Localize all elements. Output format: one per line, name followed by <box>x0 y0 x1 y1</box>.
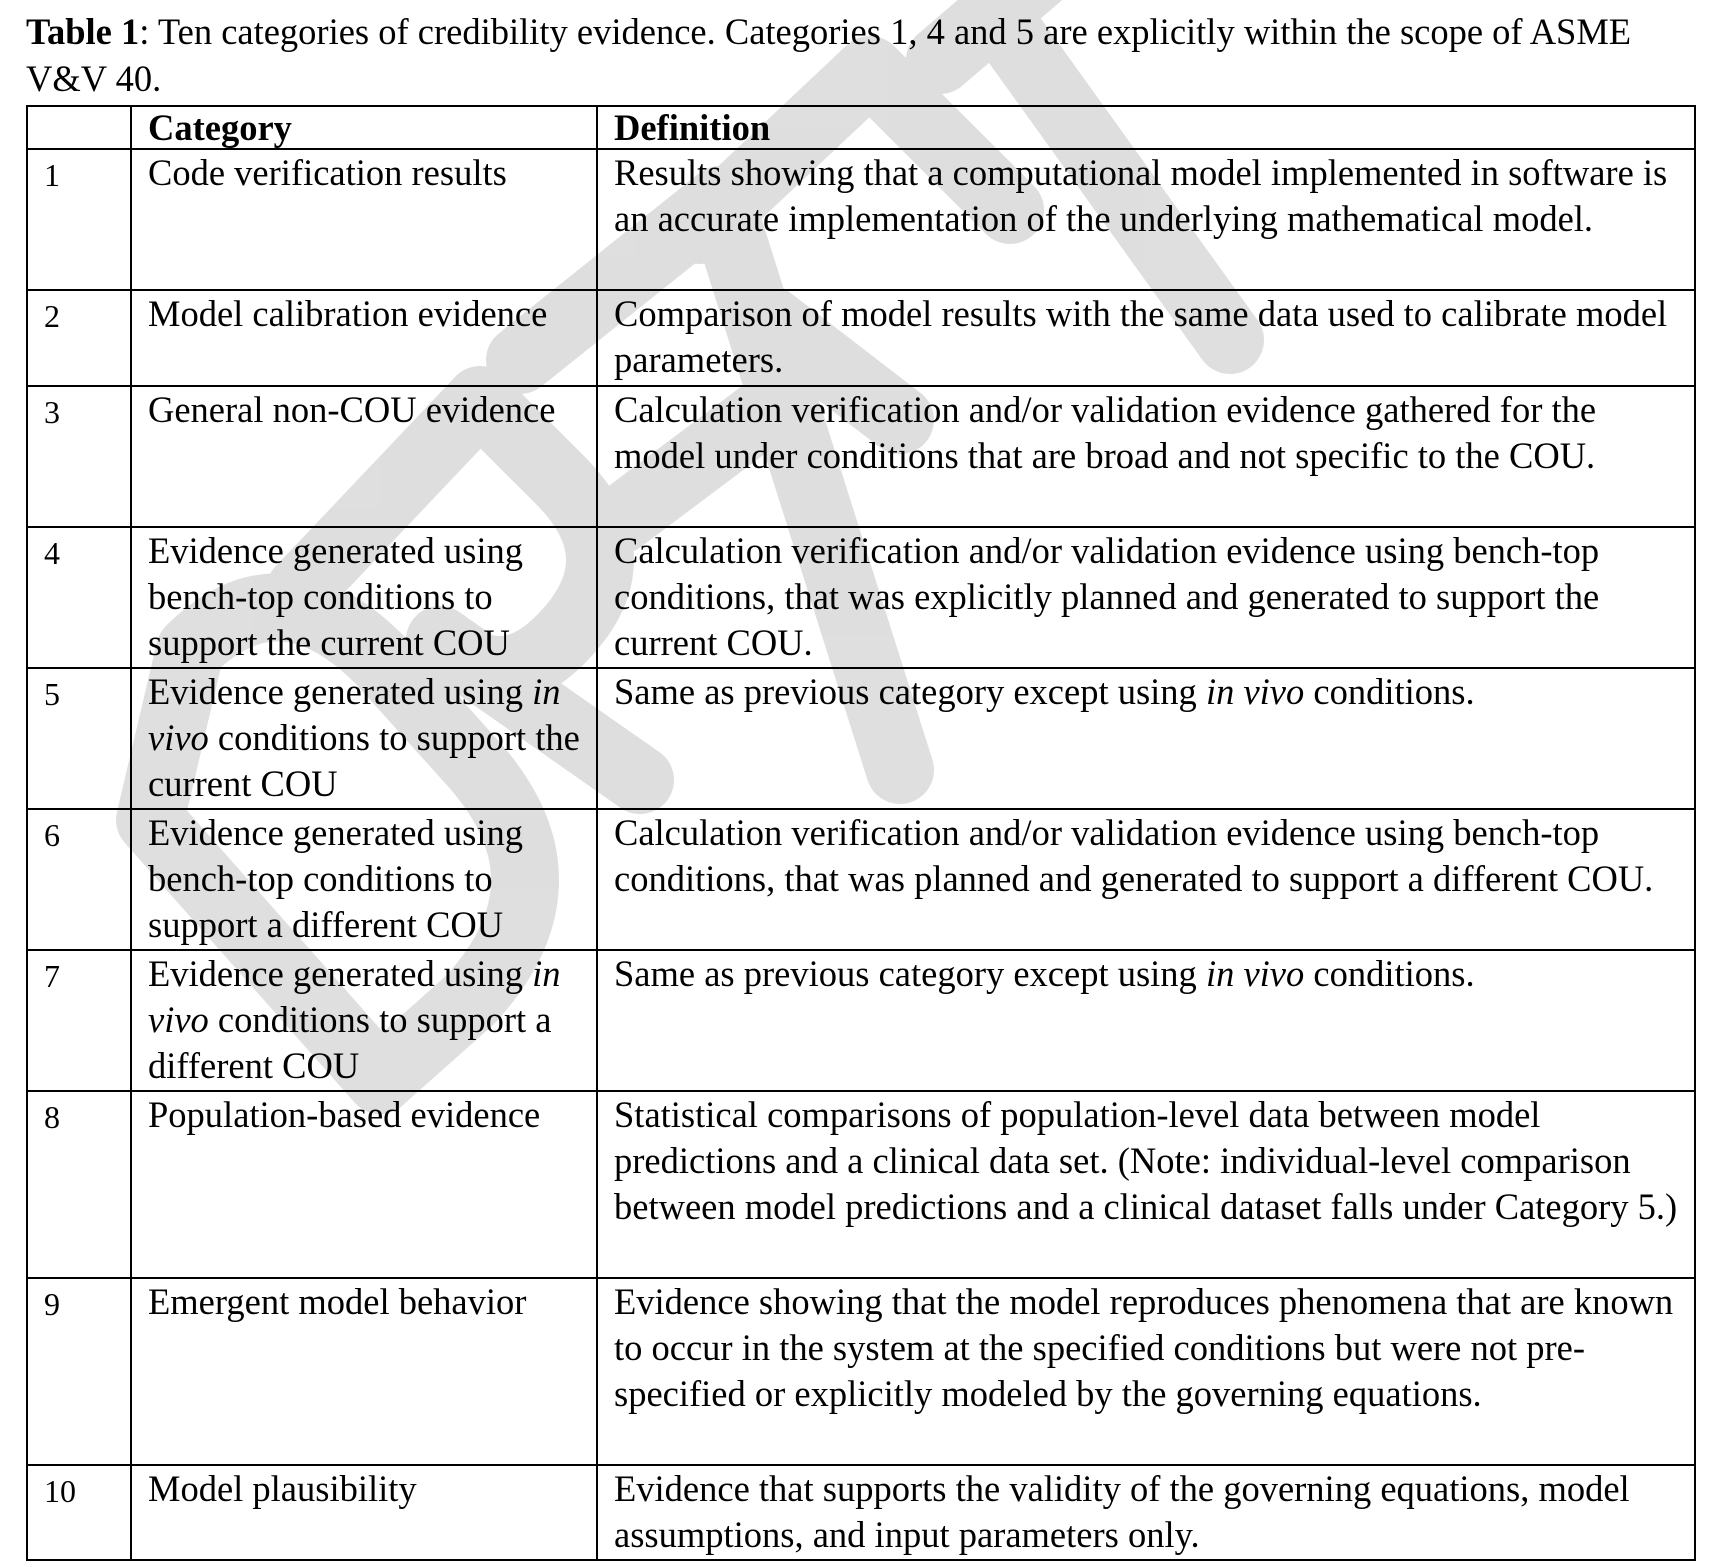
table-caption <box>26 8 1694 102</box>
row-category: Emergent model behavior <box>131 1278 597 1465</box>
row-category: Evidence generated using bench-top conditions to support the current COU <box>131 527 597 668</box>
document-content <box>26 8 1694 1561</box>
row-number: 1 <box>27 149 131 290</box>
table-row <box>27 809 1695 950</box>
table-row <box>27 1278 1695 1465</box>
row-definition <box>597 668 1695 809</box>
table-row <box>27 290 1695 386</box>
row-definition: Results showing that a computational model implemented in software is an accurate implementation of the underlying mathematical model. <box>597 149 1695 290</box>
definition-text-post: conditions. <box>1304 953 1475 994</box>
row-category: Model plausibility <box>131 1465 597 1560</box>
row-definition: Calculation verification and/or validation evidence using bench-top conditions, that was planned and generated to support a different COU. <box>597 809 1695 950</box>
table-row <box>27 950 1695 1091</box>
table-row <box>27 1091 1695 1278</box>
category-text-italic: in vivo <box>148 953 561 1040</box>
definition-text-italic: in vivo <box>1205 671 1305 712</box>
header-number <box>27 106 131 149</box>
table-row <box>27 386 1695 527</box>
header-category: Category <box>131 106 597 149</box>
category-text-post: conditions to support a different COU <box>148 999 552 1086</box>
definition-text-pre: Same as previous category except using <box>614 671 1206 712</box>
row-number: 3 <box>27 386 131 527</box>
row-category <box>131 950 597 1091</box>
category-text-pre: Evidence generated using <box>148 953 533 994</box>
row-definition: Comparison of model results with the same data used to calibrate model parameters. <box>597 290 1695 386</box>
row-number: 8 <box>27 1091 131 1278</box>
definition-text-pre: Same as previous category except using <box>614 953 1206 994</box>
row-definition: Evidence showing that the model reproduces phenomena that are known to occur in the system at the specified conditions but were not pre-specified or explicitly modeled by the governing equations. <box>597 1278 1695 1465</box>
definition-text-post: conditions. <box>1304 671 1475 712</box>
row-number: 9 <box>27 1278 131 1465</box>
table-header-row <box>27 106 1695 149</box>
row-definition: Statistical comparisons of population-level data between model predictions and a clinical data set. (Note: individual-level comparison between model predictions and a clinical dataset falls under Category 5.) <box>597 1091 1695 1278</box>
row-definition: Calculation verification and/or validation evidence gathered for the model under conditions that are broad and not specific to the COU. <box>597 386 1695 527</box>
table-row <box>27 668 1695 809</box>
row-number: 6 <box>27 809 131 950</box>
category-text-pre: Evidence generated using <box>148 671 533 712</box>
row-definition <box>597 950 1695 1091</box>
table-label: Table 1 <box>26 11 140 52</box>
row-category: Model calibration evidence <box>131 290 597 386</box>
row-category: General non-COU evidence <box>131 386 597 527</box>
category-text-post: conditions to support the current COU <box>148 717 580 804</box>
row-category: Evidence generated using bench-top conditions to support a different COU <box>131 809 597 950</box>
row-number: 5 <box>27 668 131 809</box>
row-definition: Calculation verification and/or validation evidence using bench-top conditions, that was explicitly planned and generated to support the current COU. <box>597 527 1695 668</box>
table-row <box>27 527 1695 668</box>
table-row <box>27 149 1695 290</box>
row-number: 7 <box>27 950 131 1091</box>
credibility-evidence-table <box>26 105 1696 1561</box>
row-category <box>131 668 597 809</box>
table-row <box>27 1465 1695 1560</box>
row-number: 4 <box>27 527 131 668</box>
definition-text-italic: in vivo <box>1205 953 1305 994</box>
row-number: 10 <box>27 1465 131 1560</box>
header-definition: Definition <box>597 106 1695 149</box>
category-text-italic: in vivo <box>148 671 561 758</box>
caption-text: : Ten categories of credibility evidence. Categories 1, 4 and 5 are explicitly within the scope of ASME V&V 40. <box>26 11 1632 99</box>
row-category: Population-based evidence <box>131 1091 597 1278</box>
row-category: Code verification results <box>131 149 597 290</box>
row-definition: Evidence that supports the validity of the governing equations, model assumptions, and input parameters only. <box>597 1465 1695 1560</box>
row-number: 2 <box>27 290 131 386</box>
